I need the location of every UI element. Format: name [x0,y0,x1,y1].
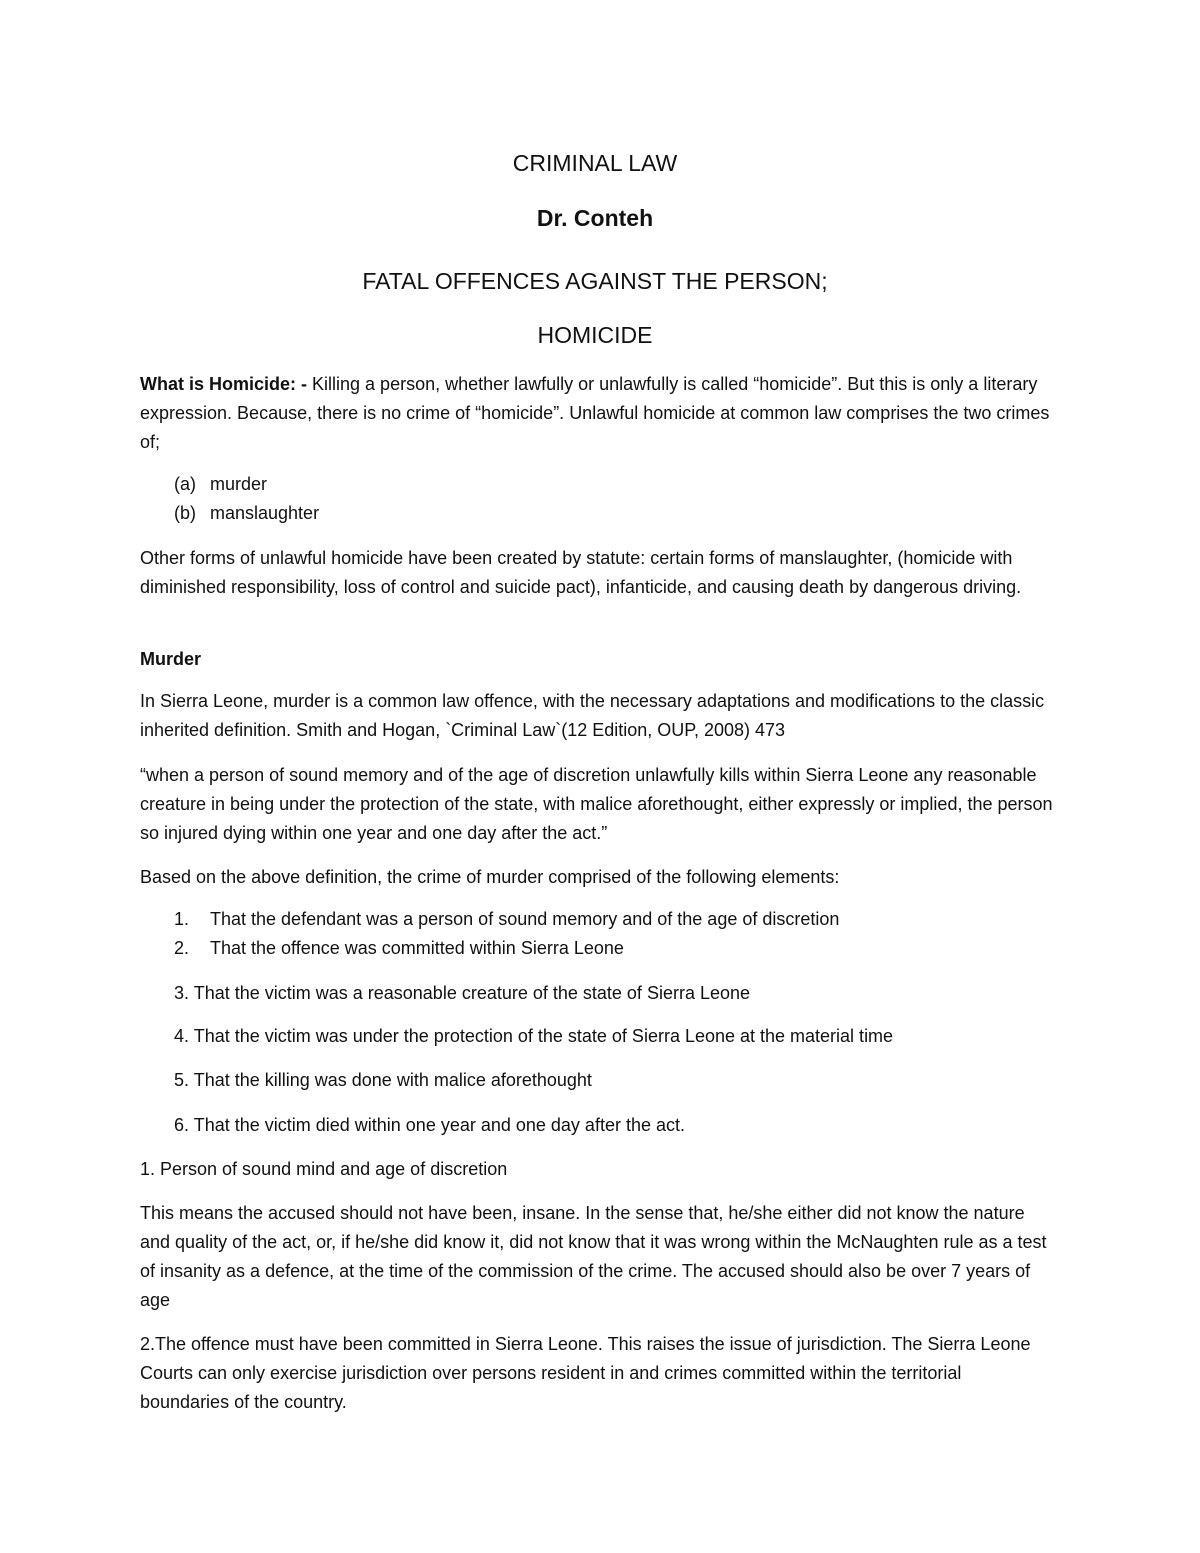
element-marker: 1. [174,909,190,929]
statute-paragraph: Other forms of unlawful homicide have been created by statute: certain forms of manslaughter, (homicide with diminished responsibility, loss of control and suicide pact), infanticide, and causing death by dangerous driving. [140,548,1022,597]
intro-paragraph [140,370,1055,457]
element-text: That the defendant was a person of sound memory and of the age of discretion [210,909,840,929]
section1-body: This means the accused should not have been, insane. In the sense that, he/she either did not know the nature and quality of the act, or, if he/she did know it, did not know that it was wrong within the McNaughten rule as a test of insanity as a defence, at the time of the commission of the crime. The accused should also be over 7 years of age [140,1203,1047,1310]
intro-lead: What is Homicide: - [140,374,308,394]
lecturer-name: Dr. Conteh [536,205,654,231]
list-text: manslaughter [210,503,320,523]
murder-definition-intro: In Sierra Leone, murder is a common law offence, with the necessary adaptations and modifications to the classic inherited definition. Smith and Hogan, `Criminal Law`(12 Edition, OUP, 2008) 473 [140,691,1045,740]
elements-intro: Based on the above definition, the crime of murder comprised of the following elements: [140,867,840,887]
element-marker: 6. [174,1115,190,1135]
element-item-1 [174,905,839,934]
element-item-3 [174,979,750,1008]
element-marker: 3. [174,983,190,1003]
element-marker: 2. [174,938,190,958]
element-item-4 [174,1022,893,1051]
element-item-2 [174,934,624,963]
element-marker: 5. [174,1070,190,1090]
list-marker: (b) [174,503,196,523]
element-text: That the killing was done with malice aforethought [193,1070,592,1090]
section1-heading: 1. Person of sound mind and age of discretion [140,1159,508,1179]
subtopic-heading: HOMICIDE [537,322,653,348]
element-text: That the victim died within one year and one day after the act. [193,1115,685,1135]
element-text: That the victim was under the protection of the state of Sierra Leone at the material time [193,1026,894,1046]
list-item-murder [174,470,267,499]
element-text: That the victim was a reasonable creature of the state of Sierra Leone [193,983,751,1003]
element-text: That the offence was committed within Sierra Leone [210,938,624,958]
list-text: murder [210,474,268,494]
list-marker: (a) [174,474,196,494]
murder-definition-quote: “when a person of sound memory and of the age of discretion unlawfully kills within Sierra Leone any reasonable creature in being under the protection of the state, with malice aforethought, either expressly or implied, the person so injured dying within one year and one day after the act.” [140,765,1053,843]
list-item-manslaughter [174,499,319,528]
element-item-5 [174,1066,592,1095]
course-title: CRIMINAL LAW [512,150,678,176]
topic-heading: FATAL OFFENCES AGAINST THE PERSON; [362,268,828,294]
element-marker: 4. [174,1026,190,1046]
intro-text: Killing a person, whether lawfully or unlawfully is called “homicide”. But this is only a literary expression. Because, there is no crime of “homicide”. Unlawful homicide at common law comprises the two crimes of; [140,374,1050,452]
section2-body: 2.The offence must have been committed in Sierra Leone. This raises the issue of jurisdiction. The Sierra Leone Courts can only exercise jurisdiction over persons resident in and crimes committed within the territorial boundaries of the country. [140,1334,1031,1412]
element-item-6 [174,1111,685,1140]
murder-heading: Murder [140,649,202,669]
